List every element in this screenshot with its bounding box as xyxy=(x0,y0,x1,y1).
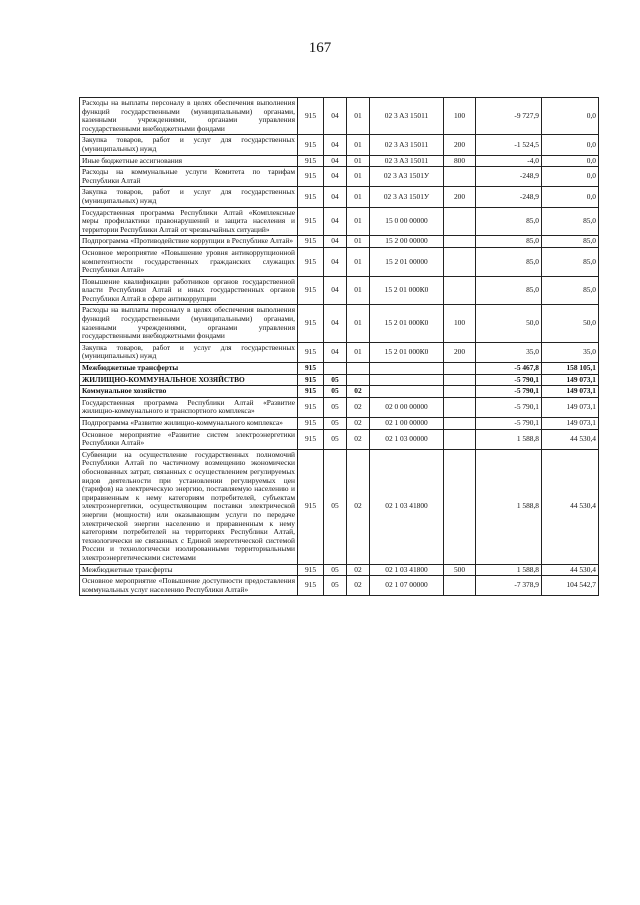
expense-type-code: 200 xyxy=(444,187,476,207)
item-name: ЖИЛИЩНО-КОММУНАЛЬНОЕ ХОЗЯЙСТВО xyxy=(80,374,298,386)
subsection-code: 02 xyxy=(347,397,370,417)
change-amount: 85,0 xyxy=(476,276,542,305)
total-amount: 44 530,4 xyxy=(542,429,599,449)
change-amount: -5 467,8 xyxy=(476,363,542,375)
expense-type-code xyxy=(444,429,476,449)
section-code: 04 xyxy=(324,236,347,248)
item-name: Расходы на выплаты персоналу в целях обеспечения выполнения функций государственными (муниципальными) органами, казенными учреждениями, органами управления государственными внебюджетными фондами xyxy=(80,305,298,342)
target-article-code xyxy=(370,374,444,386)
change-amount: 1 588,8 xyxy=(476,564,542,576)
table-row xyxy=(80,449,599,564)
expense-type-code xyxy=(444,167,476,187)
table-row xyxy=(80,305,599,342)
target-article-code: 02 0 00 00000 xyxy=(370,397,444,417)
section-code: 05 xyxy=(324,418,347,430)
budget-table xyxy=(79,97,599,596)
total-amount: 85,0 xyxy=(542,247,599,276)
total-amount: 0,0 xyxy=(542,155,599,167)
table-row xyxy=(80,397,599,417)
subsection-code: 02 xyxy=(347,386,370,398)
total-amount: 149 073,1 xyxy=(542,374,599,386)
subsection-code: 01 xyxy=(347,187,370,207)
change-amount: 35,0 xyxy=(476,342,542,362)
table-row xyxy=(80,135,599,155)
expense-type-code xyxy=(444,207,476,236)
expense-type-code xyxy=(444,374,476,386)
budget-table-body xyxy=(80,98,599,596)
total-amount: 85,0 xyxy=(542,207,599,236)
total-amount: 149 073,1 xyxy=(542,418,599,430)
section-code: 04 xyxy=(324,207,347,236)
subsection-code: 01 xyxy=(347,247,370,276)
expense-type-code xyxy=(444,236,476,248)
target-article-code: 15 2 01 00000 xyxy=(370,247,444,276)
item-name: Закупка товаров, работ и услуг для государственных (муниципальных) нужд xyxy=(80,342,298,362)
table-row xyxy=(80,429,599,449)
subsection-code: 01 xyxy=(347,305,370,342)
item-name: Основное мероприятие «Повышение доступности предоставления коммунальных услуг населению Республики Алтай» xyxy=(80,576,298,596)
expense-type-code: 200 xyxy=(444,342,476,362)
change-amount: -7 378,9 xyxy=(476,576,542,596)
subsection-code xyxy=(347,374,370,386)
expense-type-code xyxy=(444,576,476,596)
total-amount: 35,0 xyxy=(542,342,599,362)
section-code: 05 xyxy=(324,374,347,386)
change-amount: 85,0 xyxy=(476,247,542,276)
target-article-code xyxy=(370,363,444,375)
change-amount: 1 588,8 xyxy=(476,449,542,564)
target-article-code: 02 3 A3 15011 xyxy=(370,98,444,135)
expense-type-code xyxy=(444,449,476,564)
table-row xyxy=(80,386,599,398)
change-amount: -9 727,9 xyxy=(476,98,542,135)
item-name: Иные бюджетные ассигнования xyxy=(80,155,298,167)
section-code: 04 xyxy=(324,276,347,305)
table-row xyxy=(80,167,599,187)
item-name: Межбюджетные трансферты xyxy=(80,564,298,576)
change-amount: -4,0 xyxy=(476,155,542,167)
table-row xyxy=(80,207,599,236)
admin-code: 915 xyxy=(298,98,324,135)
admin-code: 915 xyxy=(298,363,324,375)
target-article-code: 02 3 A3 1501У xyxy=(370,187,444,207)
target-article-code: 15 2 01 000К0 xyxy=(370,305,444,342)
subsection-code: 02 xyxy=(347,418,370,430)
section-code: 04 xyxy=(324,155,347,167)
admin-code: 915 xyxy=(298,155,324,167)
section-code: 04 xyxy=(324,135,347,155)
table-row xyxy=(80,564,599,576)
change-amount: -5 790,1 xyxy=(476,418,542,430)
total-amount: 149 073,1 xyxy=(542,386,599,398)
total-amount: 44 530,4 xyxy=(542,564,599,576)
change-amount: 85,0 xyxy=(476,207,542,236)
table-row xyxy=(80,418,599,430)
target-article-code xyxy=(370,386,444,398)
change-amount: 85,0 xyxy=(476,236,542,248)
target-article-code: 15 2 01 000К0 xyxy=(370,276,444,305)
admin-code: 915 xyxy=(298,135,324,155)
admin-code: 915 xyxy=(298,236,324,248)
section-code: 05 xyxy=(324,564,347,576)
subsection-code: 01 xyxy=(347,135,370,155)
admin-code: 915 xyxy=(298,276,324,305)
item-name: Расходы на выплаты персоналу в целях обеспечения выполнения функций государственными (муниципальными) органами, казенными учреждениями, органами управления государственными внебюджетными фондами xyxy=(80,98,298,135)
admin-code: 915 xyxy=(298,418,324,430)
admin-code: 915 xyxy=(298,397,324,417)
admin-code: 915 xyxy=(298,167,324,187)
expense-type-code: 200 xyxy=(444,135,476,155)
subsection-code: 01 xyxy=(347,98,370,135)
expense-type-code xyxy=(444,247,476,276)
admin-code: 915 xyxy=(298,564,324,576)
section-code xyxy=(324,363,347,375)
target-article-code: 02 1 07 00000 xyxy=(370,576,444,596)
admin-code: 915 xyxy=(298,386,324,398)
section-code: 05 xyxy=(324,449,347,564)
item-name: Межбюджетные трансферты xyxy=(80,363,298,375)
target-article-code: 02 1 00 00000 xyxy=(370,418,444,430)
item-name: Закупка товаров, работ и услуг для государственных (муниципальных) нужд xyxy=(80,187,298,207)
admin-code: 915 xyxy=(298,305,324,342)
table-row xyxy=(80,187,599,207)
admin-code: 915 xyxy=(298,187,324,207)
total-amount: 0,0 xyxy=(542,187,599,207)
item-name: Подпрограмма «Развитие жилищно-коммунального комплекса» xyxy=(80,418,298,430)
item-name: Основное мероприятие «Развитие систем электроэнергетики Республики Алтай» xyxy=(80,429,298,449)
page-number: 167 xyxy=(308,40,332,56)
admin-code: 915 xyxy=(298,207,324,236)
subsection-code: 02 xyxy=(347,449,370,564)
target-article-code: 02 3 A3 1501У xyxy=(370,167,444,187)
target-article-code: 15 2 01 000К0 xyxy=(370,342,444,362)
admin-code: 915 xyxy=(298,374,324,386)
target-article-code: 15 0 00 00000 xyxy=(370,207,444,236)
section-code: 05 xyxy=(324,397,347,417)
target-article-code: 02 1 03 00000 xyxy=(370,429,444,449)
table-row xyxy=(80,342,599,362)
item-name: Государственная программа Республики Алтай «Комплексные меры профилактики правонарушений и защита населения и территории Республики Алтай от чрезвычайных ситуаций» xyxy=(80,207,298,236)
section-code: 05 xyxy=(324,429,347,449)
admin-code: 915 xyxy=(298,342,324,362)
total-amount: 85,0 xyxy=(542,236,599,248)
subsection-code: 02 xyxy=(347,564,370,576)
expense-type-code: 100 xyxy=(444,305,476,342)
target-article-code: 02 3 A3 15011 xyxy=(370,155,444,167)
subsection-code: 01 xyxy=(347,342,370,362)
item-name: Закупка товаров, работ и услуг для государственных (муниципальных) нужд xyxy=(80,135,298,155)
section-code: 04 xyxy=(324,247,347,276)
table-row xyxy=(80,374,599,386)
expense-type-code xyxy=(444,418,476,430)
item-name: Подпрограмма «Противодействие коррупции в Республике Алтай» xyxy=(80,236,298,248)
total-amount: 0,0 xyxy=(542,98,599,135)
expense-type-code: 800 xyxy=(444,155,476,167)
target-article-code: 02 1 03 41800 xyxy=(370,564,444,576)
total-amount: 0,0 xyxy=(542,135,599,155)
change-amount: -5 790,1 xyxy=(476,386,542,398)
table-row xyxy=(80,276,599,305)
section-code: 04 xyxy=(324,305,347,342)
total-amount: 158 105,1 xyxy=(542,363,599,375)
admin-code: 915 xyxy=(298,576,324,596)
item-name: Государственная программа Республики Алтай «Развитие жилищно-коммунального и транспортного комплекса» xyxy=(80,397,298,417)
total-amount: 0,0 xyxy=(542,167,599,187)
section-code: 04 xyxy=(324,167,347,187)
subsection-code: 02 xyxy=(347,429,370,449)
total-amount: 149 073,1 xyxy=(542,397,599,417)
subsection-code: 01 xyxy=(347,236,370,248)
change-amount: -248,9 xyxy=(476,187,542,207)
section-code: 04 xyxy=(324,98,347,135)
expense-type-code xyxy=(444,276,476,305)
admin-code: 915 xyxy=(298,449,324,564)
total-amount: 44 530,4 xyxy=(542,449,599,564)
subsection-code: 01 xyxy=(347,155,370,167)
table-row xyxy=(80,236,599,248)
item-name: Повышение квалификации работников органов государственной власти Республики Алтай и иных государственных органов Республики Алтай в сфере антикоррупции xyxy=(80,276,298,305)
change-amount: -5 790,1 xyxy=(476,397,542,417)
expense-type-code: 100 xyxy=(444,98,476,135)
total-amount: 104 542,7 xyxy=(542,576,599,596)
target-article-code: 15 2 00 00000 xyxy=(370,236,444,248)
total-amount: 85,0 xyxy=(542,276,599,305)
change-amount: 1 588,8 xyxy=(476,429,542,449)
section-code: 05 xyxy=(324,386,347,398)
change-amount: -5 790,1 xyxy=(476,374,542,386)
table-row xyxy=(80,155,599,167)
section-code: 05 xyxy=(324,576,347,596)
subsection-code: 02 xyxy=(347,576,370,596)
table-row xyxy=(80,98,599,135)
change-amount: -1 524,5 xyxy=(476,135,542,155)
item-name: Коммунальное хозяйство xyxy=(80,386,298,398)
item-name: Основное мероприятие «Повышение уровня антикоррупционной компетентности государственных гражданских служащих Республики Алтай» xyxy=(80,247,298,276)
subsection-code: 01 xyxy=(347,167,370,187)
item-name: Расходы на коммунальные услуги Комитета по тарифам Республики Алтай xyxy=(80,167,298,187)
table-row xyxy=(80,247,599,276)
total-amount: 50,0 xyxy=(542,305,599,342)
subsection-code: 01 xyxy=(347,207,370,236)
section-code: 04 xyxy=(324,342,347,362)
table-row xyxy=(80,363,599,375)
expense-type-code xyxy=(444,386,476,398)
subsection-code xyxy=(347,363,370,375)
expense-type-code xyxy=(444,397,476,417)
expense-type-code: 500 xyxy=(444,564,476,576)
target-article-code: 02 1 03 41800 xyxy=(370,449,444,564)
admin-code: 915 xyxy=(298,429,324,449)
table-row xyxy=(80,576,599,596)
expense-type-code xyxy=(444,363,476,375)
subsection-code: 01 xyxy=(347,276,370,305)
target-article-code: 02 3 A3 15011 xyxy=(370,135,444,155)
admin-code: 915 xyxy=(298,247,324,276)
item-name: Субвенции на осуществление государственных полномочий Республики Алтай по частичному возмещению экономически обоснованных затрат, связанных с осуществлением регулируемых видов деятельности при установлении регулируемых цен (тарифов) на электрическую энергию, поставляемую населению и приравненным к нему категориям потребителей, субъектам электроэнергетики, осуществляющим поставки электрической энергии (мощности) или оказывающим услуги по передаче электрической энергии населению и приравненным к нему категориям потребителей на территориях Республики Алтай, технологически не связанных с Единой энергетической системой России и технологически изолированными территориальными электроэнергетическими системами xyxy=(80,449,298,564)
change-amount: -248,9 xyxy=(476,167,542,187)
section-code: 04 xyxy=(324,187,347,207)
change-amount: 50,0 xyxy=(476,305,542,342)
